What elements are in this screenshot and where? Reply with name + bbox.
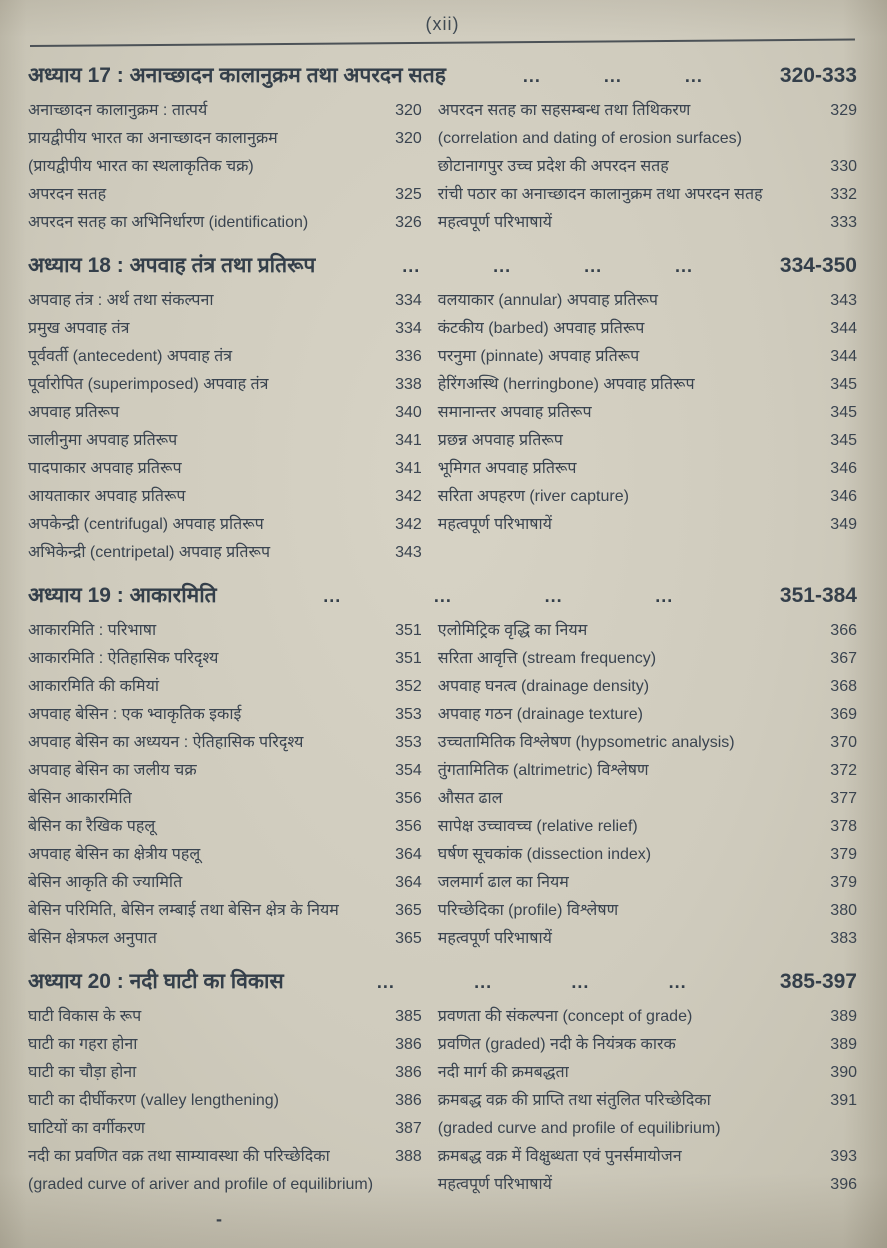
entry-page: 391	[830, 1092, 857, 1109]
entry-page: 387	[395, 1120, 422, 1137]
entry-page: 389	[830, 1036, 857, 1053]
toc-entry	[438, 343, 857, 371]
toc-entry	[438, 785, 857, 813]
toc-entry	[28, 483, 422, 511]
toc-entry	[438, 1031, 857, 1059]
chapter-dots	[460, 66, 766, 87]
leader-dots: ...	[571, 972, 590, 992]
chapter-page-range: 334-350	[779, 254, 857, 277]
toc-entry	[438, 673, 857, 701]
toc-entry	[28, 1143, 422, 1171]
toc-entry	[28, 785, 422, 813]
entry-label: क्रमबद्ध वक्र में विक्षुब्धता एवं पुनर्समायोजन	[437, 1148, 682, 1165]
entry-label: अनाच्छादन कालानुक्रम : तात्पर्य	[28, 102, 208, 119]
toc-entry	[28, 617, 422, 645]
toc-entry	[438, 757, 857, 785]
toc-entry	[28, 1171, 422, 1199]
entry-page: 385	[395, 1008, 422, 1025]
entry-label: अपकेन्द्री (centrifugal) अपवाह प्रतिरूप	[28, 516, 264, 533]
entry-page: 343	[830, 292, 857, 309]
toc-entry	[438, 287, 857, 315]
entry-label: जलमार्ग ढाल का नियम	[437, 874, 569, 891]
toc-entry	[438, 1003, 857, 1031]
entry-page: 345	[830, 404, 857, 421]
entry-label: अपवाह घनत्व (drainage density)	[437, 678, 650, 695]
entry-label: आकारमिति : परिभाषा	[28, 622, 157, 639]
entry-label: बेसिन क्षेत्रफल अनुपात	[28, 930, 157, 947]
entry-label: अभिकेन्द्री (centripetal) अपवाह प्रतिरूप	[28, 544, 271, 561]
entry-page: 338	[395, 376, 422, 393]
toc-entry	[438, 813, 857, 841]
chapter-page-range: 320-333	[779, 64, 857, 87]
entry-page: 390	[830, 1064, 857, 1081]
entry-label: परिच्छेदिका (profile) विश्लेषण	[437, 902, 619, 919]
toc-entry	[28, 153, 422, 181]
chapter-columns	[28, 97, 857, 237]
toc-entry	[438, 729, 857, 757]
entry-label: (graded curve of ariver and profile of equilibrium)	[28, 1176, 374, 1193]
entry-label: अपवाह बेसिन का अध्ययन : ऐतिहासिक परिदृश्य	[28, 734, 304, 751]
entry-page: 366	[830, 622, 857, 639]
entry-page: 340	[395, 404, 422, 421]
toc-entry	[28, 925, 422, 953]
toc-entry	[28, 869, 422, 897]
toc-entry	[28, 701, 422, 729]
toc-entry	[28, 427, 422, 455]
entry-page: 329	[830, 102, 857, 119]
toc-entry	[438, 181, 857, 209]
chapter-title: अध्याय 18 : अपवाह तंत्र तथा प्रतिरूप	[28, 254, 316, 277]
entry-label: घर्षण सूचकांक (dissection index)	[437, 846, 652, 863]
chapter-section	[28, 967, 857, 1199]
chapter-dots	[329, 256, 766, 277]
entry-page: 320	[395, 102, 422, 119]
toc-entry	[28, 511, 422, 539]
entry-page: 336	[395, 348, 422, 365]
entry-page: 383	[830, 930, 857, 947]
chapter-section	[28, 61, 857, 237]
chapter-page-range: 385-397	[779, 970, 857, 993]
entry-label: वलयाकार (annular) अपवाह प्रतिरूप	[437, 292, 659, 309]
entry-label: सापेक्ष उच्चावच्च (relative relief)	[437, 818, 638, 835]
toc-entry	[438, 1115, 857, 1143]
entry-label: महत्वपूर्ण परिभाषायें	[437, 516, 552, 533]
entry-page: 377	[830, 790, 857, 807]
entry-page: 378	[830, 818, 857, 835]
entry-label: परनुमा (pinnate) अपवाह प्रतिरूप	[437, 348, 640, 365]
toc-entry	[438, 1059, 857, 1087]
toc-entry	[438, 841, 857, 869]
entry-label: प्रछन्न अपवाह प्रतिरूप	[437, 432, 563, 449]
toc-entry	[438, 153, 857, 181]
entry-label: औसत ढाल	[437, 790, 503, 807]
footer-dash: -	[216, 1209, 222, 1229]
entry-page: 386	[395, 1036, 422, 1053]
entry-label: नदी मार्ग की क्रमबद्धता	[437, 1064, 569, 1081]
leader-dots: ...	[684, 66, 703, 86]
entry-label: कंटकीय (barbed) अपवाह प्रतिरूप	[437, 320, 645, 337]
entry-label: नदी का प्रवणित वक्र तथा साम्यावस्था की परिच्छेदिका	[28, 1148, 330, 1165]
entry-label: अपरदन सतह	[28, 186, 107, 203]
chapter-heading	[28, 581, 857, 609]
entry-label: बेसिन का रैखिक पहलू	[28, 818, 156, 835]
entry-page: 346	[830, 488, 857, 505]
chapter-columns	[28, 1003, 857, 1199]
toc-entry	[28, 729, 422, 757]
entry-label: उच्चतामितिक विश्लेषण (hypsometric analysis)	[437, 734, 735, 751]
entry-page: 343	[395, 544, 422, 561]
toc-entry	[28, 315, 422, 343]
toc-entry	[28, 209, 422, 237]
entry-label: सरिता अपहरण (river capture)	[437, 488, 629, 505]
toc-entry	[438, 427, 857, 455]
leader-dots: ...	[433, 586, 452, 606]
entry-label: जालीनुमा अपवाह प्रतिरूप	[28, 432, 178, 449]
toc-entry	[28, 455, 422, 483]
chapter-col-right	[438, 97, 857, 237]
entry-label: पूर्वारोपित (superimposed) अपवाह तंत्र	[28, 376, 269, 393]
toc-entry	[438, 897, 857, 925]
entry-label: पादपाकार अपवाह प्रतिरूप	[28, 460, 182, 477]
entry-label: हेरिंगअस्थि (herringbone) अपवाह प्रतिरूप	[437, 376, 695, 393]
entry-page: 364	[395, 874, 422, 891]
entry-label: (graded curve and profile of equilibrium)	[437, 1120, 721, 1137]
header-rule	[30, 39, 855, 47]
entry-label: घाटी का गहरा होना	[28, 1036, 138, 1053]
entry-label: प्रवणित (graded) नदी के नियंत्रक कारक	[437, 1036, 676, 1053]
chapter-columns	[28, 617, 857, 953]
entry-page: 333	[830, 214, 857, 231]
chapter-col-left	[28, 617, 422, 953]
leader-dots: ...	[474, 972, 493, 992]
chapter-col-left	[28, 97, 422, 237]
toc-entry	[28, 399, 422, 427]
entry-label: घाटी का दीर्घीकरण (valley lengthening)	[28, 1092, 279, 1109]
toc-entry	[438, 315, 857, 343]
entry-page: 344	[830, 348, 857, 365]
entry-label: आकारमिति की कमियां	[28, 678, 160, 695]
entry-page: 370	[830, 734, 857, 751]
toc-entry	[28, 841, 422, 869]
toc-entry	[438, 617, 857, 645]
chapter-heading	[28, 61, 857, 89]
entry-page: 386	[395, 1064, 422, 1081]
entry-label: (correlation and dating of erosion surfaces)	[437, 130, 742, 147]
toc-entry	[28, 645, 422, 673]
entry-label: अपरदन सतह का अभिनिर्धारण (identification)	[28, 214, 309, 231]
entry-label: भूमिगत अपवाह प्रतिरूप	[437, 460, 577, 477]
leader-dots: ...	[655, 586, 674, 606]
toc-entry	[438, 455, 857, 483]
toc-entry	[28, 1059, 422, 1087]
entry-label: बेसिन आकारमिति	[28, 790, 132, 807]
entry-page: 368	[830, 678, 857, 695]
entry-label: प्रायद्वीपीय भारत का अनाच्छादन कालानुक्रम	[28, 130, 278, 147]
entry-page: 354	[395, 762, 422, 779]
toc-entry	[28, 343, 422, 371]
entry-page: 332	[830, 186, 857, 203]
toc-entry	[28, 97, 422, 125]
entry-page: 341	[395, 432, 422, 449]
entry-page: 353	[395, 734, 422, 751]
chapter-col-right	[438, 287, 857, 567]
entry-label: (प्रायद्वीपीय भारत का स्थलाकृतिक चक्र)	[28, 158, 254, 175]
leader-dots: ...	[376, 972, 395, 992]
entry-page: 388	[395, 1148, 422, 1165]
leader-dots: ...	[493, 256, 512, 276]
entry-label: समानान्तर अपवाह प्रतिरूप	[437, 404, 592, 421]
entry-label: घाटी विकास के रूप	[28, 1008, 142, 1025]
entry-page: 364	[395, 846, 422, 863]
toc-entry	[28, 757, 422, 785]
entry-page: 356	[395, 790, 422, 807]
chapter-col-right	[438, 1003, 857, 1199]
chapter-columns	[28, 287, 857, 567]
toc-entry	[438, 869, 857, 897]
toc-entry	[438, 483, 857, 511]
toc-entry	[28, 897, 422, 925]
entry-page: 351	[395, 650, 422, 667]
leader-dots: ...	[402, 256, 421, 276]
toc-entry	[28, 813, 422, 841]
entry-label: अपवाह प्रतिरूप	[28, 404, 120, 421]
entry-label: अपवाह बेसिन का जलीय चक्र	[28, 762, 197, 779]
entry-page: 379	[830, 874, 857, 891]
entry-page: 386	[395, 1092, 422, 1109]
toc-entry	[438, 511, 857, 539]
entry-page: 365	[395, 902, 422, 919]
chapter-section	[28, 581, 857, 953]
entry-label: महत्वपूर्ण परिभाषायें	[437, 930, 552, 947]
page-number: (xii)	[425, 14, 460, 34]
toc-entry	[28, 673, 422, 701]
entry-page: 351	[395, 622, 422, 639]
entry-page: 320	[395, 130, 422, 147]
chapter-col-right	[438, 617, 857, 953]
entry-label: घाटियों का वर्गीकरण	[28, 1120, 146, 1137]
toc-entry	[438, 97, 857, 125]
toc-entry	[28, 1003, 422, 1031]
toc-entry	[438, 925, 857, 953]
entry-label: क्रमबद्ध वक्र की प्राप्ति तथा संतुलित परिच्छेदिका	[437, 1092, 711, 1109]
chapter-section	[28, 251, 857, 567]
entry-page: 389	[830, 1008, 857, 1025]
chapter-heading	[28, 251, 857, 279]
entry-page: 342	[395, 488, 422, 505]
entry-label: महत्वपूर्ण परिभाषायें	[437, 214, 552, 231]
toc-entry	[28, 539, 422, 567]
entry-label: घाटी का चौड़ा होना	[28, 1064, 137, 1081]
toc-entry	[438, 701, 857, 729]
leader-dots: ...	[603, 66, 622, 86]
leader-dots: ...	[522, 66, 541, 86]
entry-label: प्रवणता की संकल्पना (concept of grade)	[437, 1008, 693, 1025]
chapter-title: अध्याय 17 : अनाच्छादन कालानुक्रम तथा अपरदन सतह	[28, 64, 446, 87]
toc-entry	[438, 645, 857, 673]
entry-label: सरिता आवृत्ति (stream frequency)	[437, 650, 657, 667]
chapter-dots	[231, 586, 766, 607]
entry-page: 334	[395, 292, 422, 309]
toc-entry	[28, 287, 422, 315]
entry-label: आयताकार अपवाह प्रतिरूप	[28, 488, 186, 505]
leader-dots: ...	[584, 256, 603, 276]
entry-page: 349	[830, 516, 857, 533]
entry-page: 352	[395, 678, 422, 695]
entry-label: महत्वपूर्ण परिभाषायें	[437, 1176, 552, 1193]
toc-entry	[438, 371, 857, 399]
entry-label: अपरदन सतह का सहसम्बन्ध तथा तिथिकरण	[437, 102, 691, 119]
entry-label: तुंगतामितिक (altrimetric) विश्लेषण	[437, 762, 649, 779]
chapter-col-left	[28, 1003, 422, 1199]
entry-page: 342	[395, 516, 422, 533]
entry-page: 326	[395, 214, 422, 231]
entry-page: 396	[830, 1176, 857, 1193]
entry-label: अपवाह बेसिन : एक भ्वाकृतिक इकाई	[28, 706, 242, 723]
chapter-title: अध्याय 19 : आकारमिति	[28, 584, 217, 607]
toc-entry	[28, 125, 422, 153]
entry-page: 393	[830, 1148, 857, 1165]
entry-page: 325	[395, 186, 422, 203]
toc-entry	[438, 209, 857, 237]
entry-page: 379	[830, 846, 857, 863]
toc-entry	[438, 125, 857, 153]
toc-entry	[438, 399, 857, 427]
entry-page: 345	[830, 432, 857, 449]
entry-page: 367	[830, 650, 857, 667]
entry-label: बेसिन परिमिति, बेसिन लम्बाई तथा बेसिन क्षेत्र के नियम	[28, 902, 339, 919]
chapter-page-range: 351-384	[779, 584, 857, 607]
toc-entry	[438, 1171, 857, 1199]
entry-label: प्रमुख अपवाह तंत्र	[28, 320, 130, 337]
leader-dots: ...	[675, 256, 694, 276]
chapter-heading	[28, 967, 857, 995]
entry-page: 334	[395, 320, 422, 337]
toc-entry	[28, 181, 422, 209]
toc-body	[28, 61, 857, 1199]
entry-page: 346	[830, 460, 857, 477]
entry-page: 356	[395, 818, 422, 835]
entry-label: अपवाह बेसिन का क्षेत्रीय पहलू	[28, 846, 201, 863]
toc-entry	[438, 1143, 857, 1171]
toc-entry	[28, 1115, 422, 1143]
entry-label: एलोमिट्रिक वृद्धि का नियम	[437, 622, 588, 639]
leader-dots: ...	[544, 586, 563, 606]
entry-page: 372	[830, 762, 857, 779]
entry-label: छोटानागपुर उच्च प्रदेश की अपरदन सतह	[437, 158, 669, 175]
leader-dots: ...	[323, 586, 342, 606]
entry-page: 365	[395, 930, 422, 947]
toc-entry	[28, 371, 422, 399]
entry-label: आकारमिति : ऐतिहासिक परिदृश्य	[28, 650, 219, 667]
chapter-col-left	[28, 287, 422, 567]
chapter-dots	[298, 972, 766, 993]
entry-page: 341	[395, 460, 422, 477]
entry-page: 380	[830, 902, 857, 919]
entry-label: अपवाह तंत्र : अर्थ तथा संकल्पना	[28, 292, 214, 309]
toc-entry	[28, 1087, 422, 1115]
leader-dots: ...	[668, 972, 687, 992]
entry-page: 344	[830, 320, 857, 337]
chapter-title: अध्याय 20 : नदी घाटी का विकास	[28, 970, 284, 993]
entry-page: 330	[830, 158, 857, 175]
entry-label: बेसिन आकृति की ज्यामिति	[28, 874, 183, 891]
entry-page: 369	[830, 706, 857, 723]
entry-page: 345	[830, 376, 857, 393]
toc-entry	[438, 1087, 857, 1115]
entry-label: रांची पठार का अनाच्छादन कालानुक्रम तथा अपरदन सतह	[437, 186, 763, 203]
entry-page: 353	[395, 706, 422, 723]
toc-entry	[28, 1031, 422, 1059]
entry-label: पूर्ववर्ती (antecedent) अपवाह तंत्र	[28, 348, 233, 365]
entry-label: अपवाह गठन (drainage texture)	[437, 706, 643, 723]
